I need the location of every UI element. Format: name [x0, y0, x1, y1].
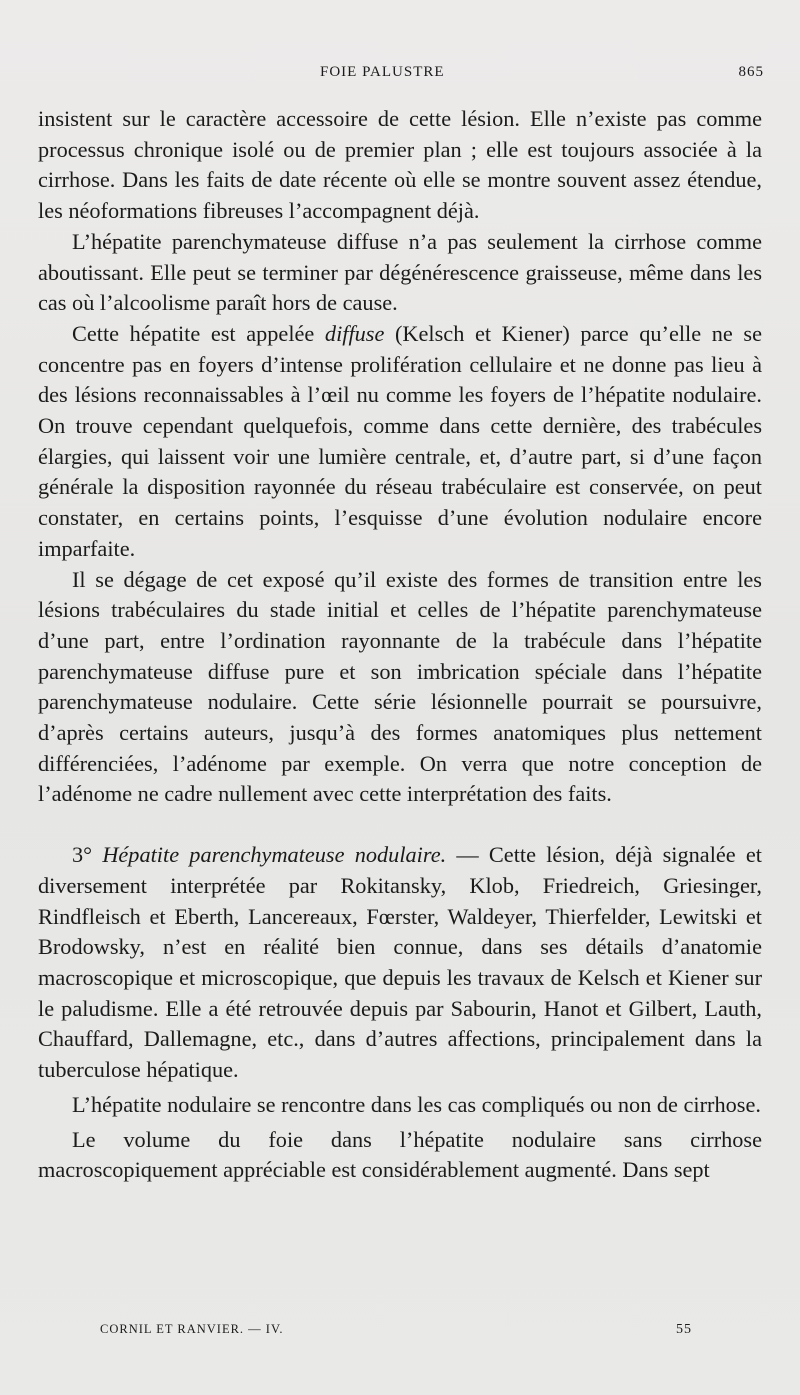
running-title: FOIE PALUSTRE	[320, 64, 445, 80]
paragraph-4: Il se dégage de cet exposé qu’il existe des formes de transition entre les lésions trabéculaires du stade initial et celles de l’hépatite parenchymateuse d’une part, entre l’ordination rayonnante de la trabécule dans l’hépatite parenchymateuse diffuse pure et son imbrication spéciale dans l’hépatite parenchymateuse nodulaire. Cette série lésionnelle pourrait se poursuivre, d’après certains auteurs, jusqu’à des formes anatomiques plus nettement différenciées, l’adénome par exemple. On verra que notre conception de l’adénome ne cadre nullement avec cette interprétation des faits.	[38, 566, 762, 807]
printer-signature: CORNIL ET RANVIER. — IV.	[100, 1322, 284, 1336]
running-head	[40, 64, 764, 88]
paragraph-1: insistent sur le caractère accessoire de cette lésion. Elle n’existe pas comme processus chronique isolé ou de premier plan ; elle est toujours associée à la cirrhose. Dans les faits de date récente où elle se montre souvent assez étendue, les néoformations fibreuses l’accompagnent déjà.	[38, 106, 762, 224]
section-3-text: — Cette lésion, déjà signalée et diversement interprétée par Rokitansky, Klob, Friedreich, Griesinger, Rindfleisch et Eberth, Lancereaux, Fœrster, Waldeyer, Thierfelder, Lewitski et Brodowsky, n’est en réalité bien connue, dans ses détails d’anatomie macroscopique et microscopique, que depuis les travaux de Kelsch et Kiener sur le paludisme. Elle a été retrouvée depuis par Sabourin, Hanot et Gilbert, Lauth, Chauffard, Dallemagne, etc., dans d’autres affections, principalement dans la tuberculose hépatique.	[38, 842, 762, 1083]
paragraph-3-start: Cette hépatite est appelée	[72, 320, 325, 346]
paragraph-3-rest: (Kelsch et Kiener) parce qu’elle ne se concentre pas en foyers d’intense prolifération cellulaire et ne donne pas lieu à des lésions reconnaissables à l’œil nu comme les foyers de l’hépatite nodulaire. On trouve cependant quelquefois, comme dans cette dernière, des trabécules élargies, qui laissent voir une lumière centrale, et, d’autre part, si d’une façon générale la disposition rayonnée du réseau trabéculaire est conservée, on peut constater, en certains points, l’esquisse d’une évolution nodulaire encore imparfaite.	[38, 320, 762, 561]
paragraph-3	[38, 319, 762, 565]
section-number: 3°	[72, 842, 93, 868]
section-heading: Hépatite parenchymateuse nodulaire.	[102, 842, 447, 868]
body-text	[38, 104, 762, 1186]
paragraph-6: L’hépatite nodulaire se rencontre dans les cas compliqués ou non de cirrhose.	[72, 1091, 761, 1117]
paragraph-2: L’hépatite parenchymateuse diffuse n’a pas seulement la cirrhose comme aboutissant. Elle peut se terminer par dégénérescence graisseuse, même dans les cas où l’alcoolisme paraît hors de cause.	[38, 228, 762, 316]
paragraph-7: Le volume du foie dans l’hépatite nodulaire sans cirrhose macroscopiquement appréciable est considérablement augmenté. Dans sept	[38, 1126, 762, 1183]
term-diffuse: diffuse	[324, 320, 385, 346]
section-3-paragraph	[38, 840, 762, 1086]
page-footer	[100, 1322, 692, 1342]
signature-number: 55	[676, 1322, 692, 1337]
page-number: 865	[738, 64, 764, 80]
